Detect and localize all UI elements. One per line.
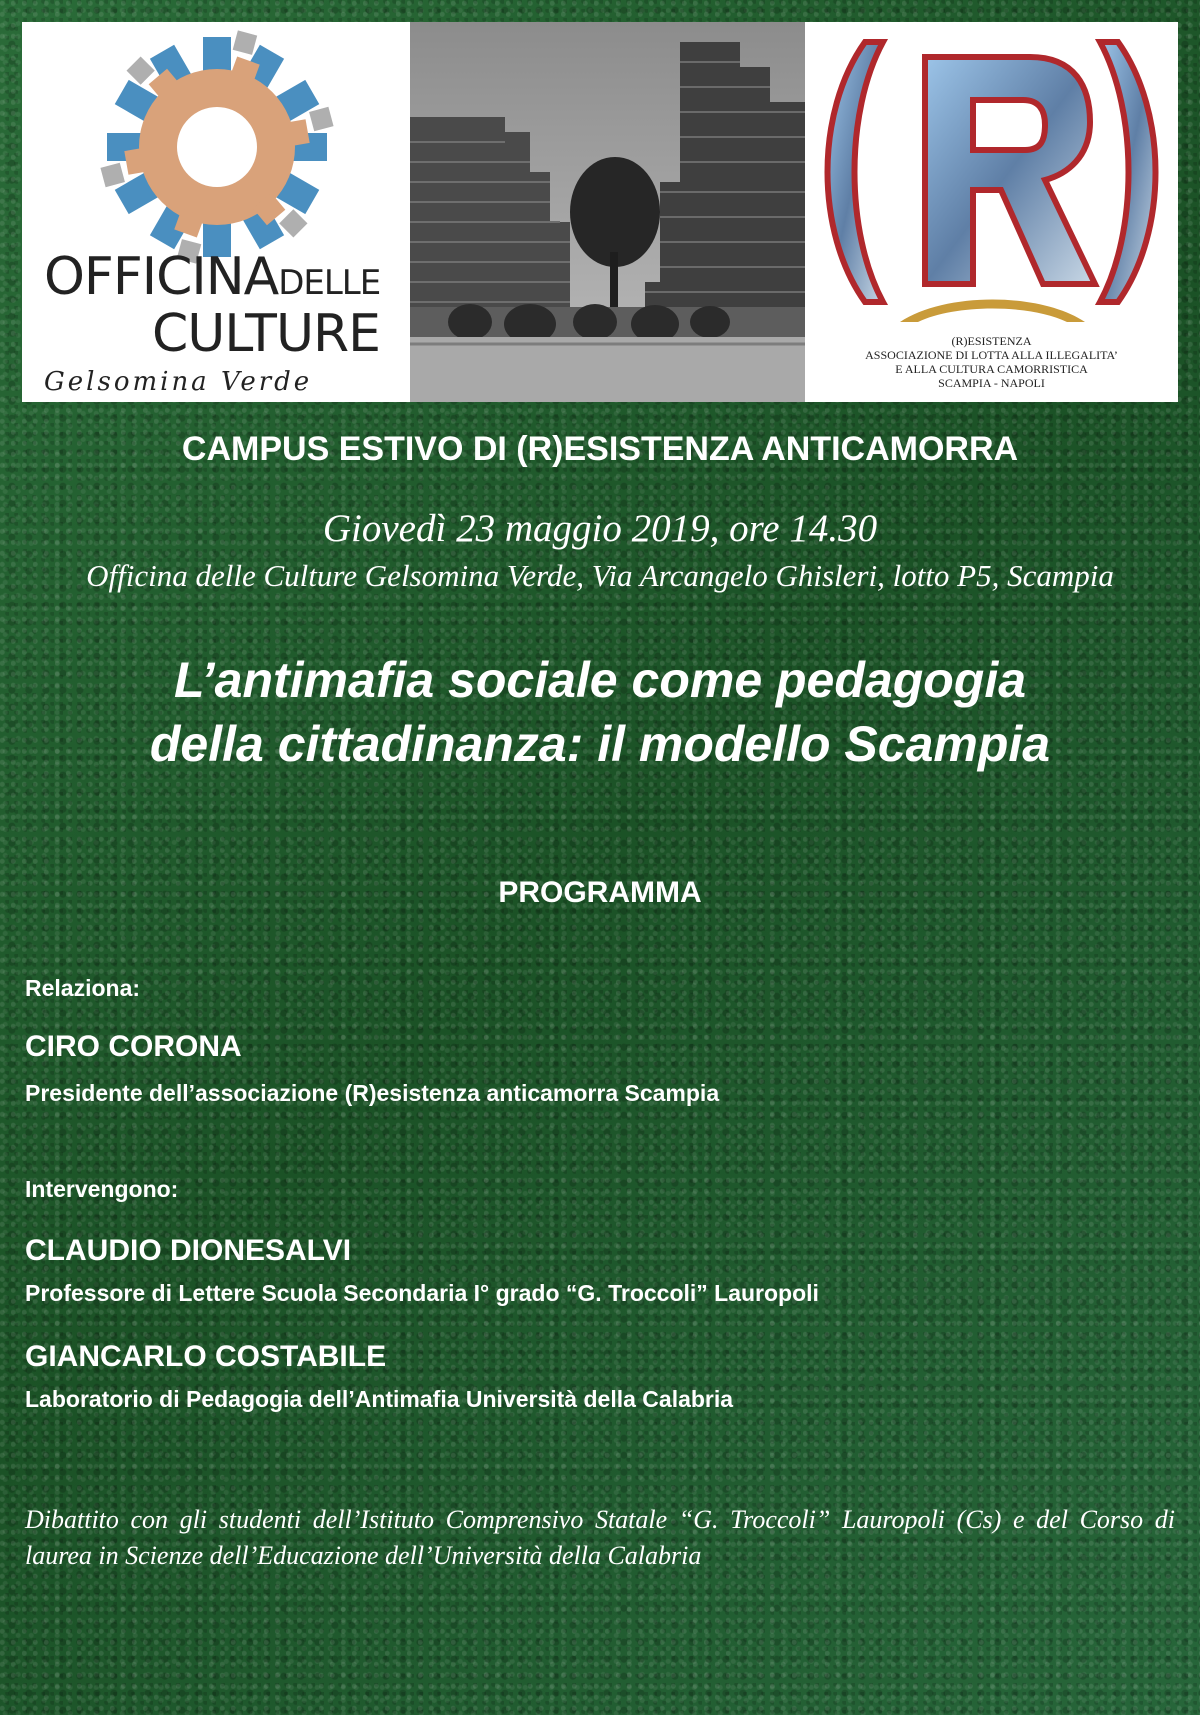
speaker-name: CIRO CORONA (25, 1030, 242, 1063)
resistenza-caption (805, 334, 1178, 390)
caption-line: E ALLA CULTURA CAMORRISTICA (895, 362, 1088, 376)
speaker-role: Laboratorio di Pedagogia dell’Antimafia Università della Calabria (25, 1386, 734, 1412)
officina-delle-culture-logo (22, 22, 410, 402)
header-banner (22, 22, 1178, 402)
resistenza-logo (805, 22, 1178, 402)
logo-text-culture: CULTURE (152, 304, 380, 364)
closing-note: Dibattito con gli studenti dell’Istituto Comprensivo Statale “G. Troccoli” Lauropoli (Cs) e del Corso di laurea in Scienze dell’Educazione dell’Università della Calabria (25, 1505, 1175, 1570)
logo-text-gelsomina-verde: Gelsomina Verde (44, 367, 313, 397)
speaker-role: Professore di Lettere Scuola Secondaria I° grado “G. Troccoli” Lauropoli (25, 1280, 819, 1306)
programma-heading: PROGRAMMA (498, 876, 702, 909)
relaziona-label: Relaziona: (25, 975, 141, 1001)
intervengono-label: Intervengono: (25, 1176, 179, 1202)
caption-line: (R)ESISTENZA (951, 334, 1032, 348)
caption-line: SCAMPIA - NAPOLI (938, 376, 1045, 390)
campus-heading: CAMPUS ESTIVO DI (R)ESISTENZA ANTICAMORRA (181, 430, 1019, 468)
speaker-role: Presidente dell’associazione (R)esistenza anticamorra Scampia (25, 1080, 720, 1106)
talk-title-line: L’antimafia sociale come pedagogia (173, 652, 1027, 708)
buildings-photo-illustration (410, 22, 805, 402)
speaker-name: GIANCARLO COSTABILE (25, 1340, 387, 1373)
speaker-name: CLAUDIO DIONESALVI (25, 1234, 352, 1267)
talk-title (0, 648, 1200, 776)
event-date: Giovedì 23 maggio 2019, ore 14.30 (322, 507, 878, 550)
talk-title-line: della cittadinanza: il modello Scampia (149, 716, 1051, 772)
caption-line: ASSOCIAZIONE DI LOTTA ALLA ILLEGALITA’ (865, 348, 1118, 362)
scampia-vele-photo (410, 22, 805, 402)
logo-text-officina: OFFICINADELLE (44, 247, 381, 307)
event-venue: Officina delle Culture Gelsomina Verde, Via Arcangelo Ghisleri, lotto P5, Scampia (86, 558, 1114, 593)
